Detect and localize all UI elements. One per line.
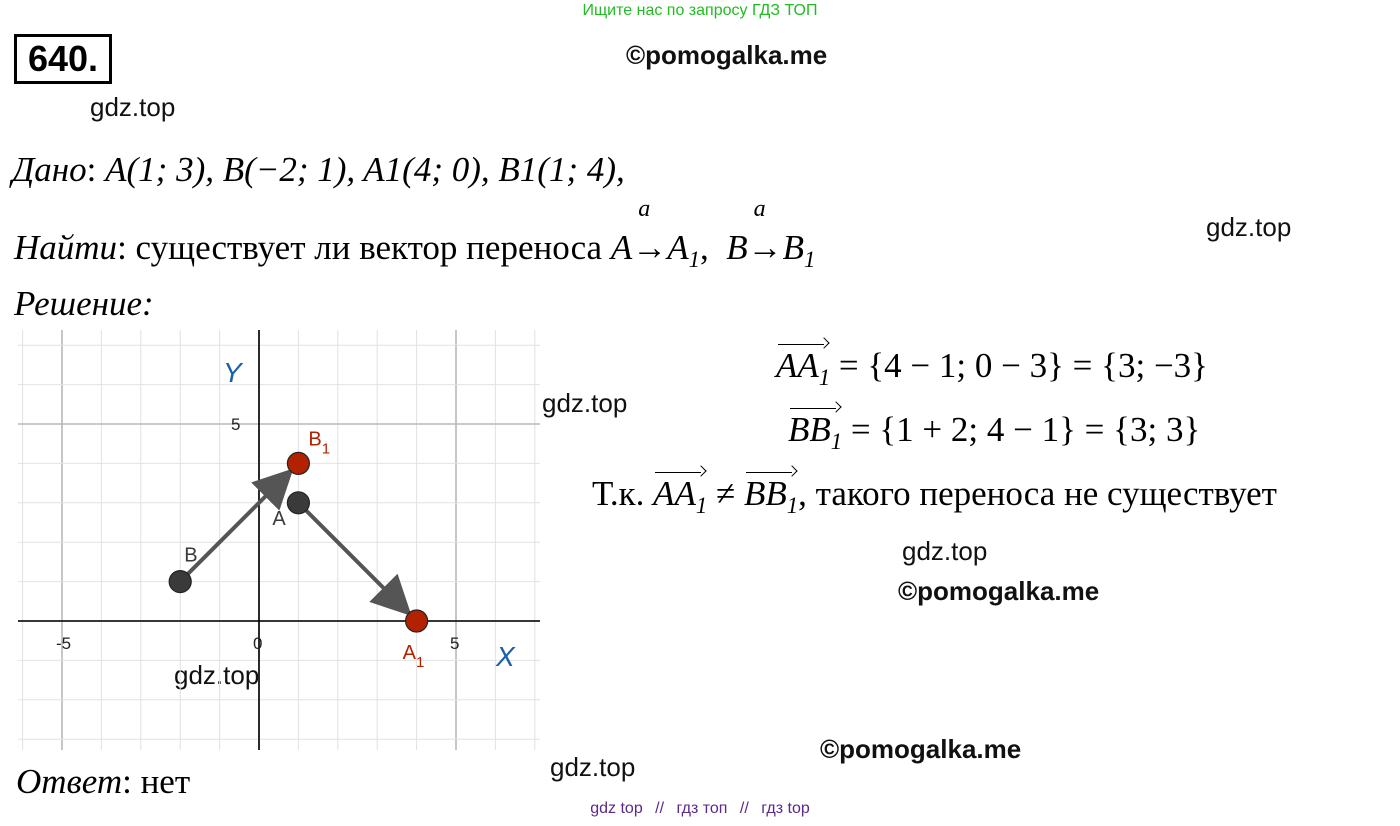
point-label-a1: $A_1$ — [402, 642, 425, 671]
point-a — [287, 492, 309, 514]
equation-aa1: $AA_1 = \{4 - 1$; 0 − 3} = {3; −3} — [776, 346, 1208, 390]
point-b1 — [287, 452, 309, 474]
footer-separator: // — [655, 800, 665, 817]
y-tick-label: 5 — [231, 415, 241, 434]
watermark-gdz: gdz.top — [902, 536, 988, 566]
point-label-b: B — [184, 544, 198, 567]
point-label-b1: $B_1$ — [308, 428, 331, 458]
point-label-a: A — [272, 507, 286, 530]
footer-separator: // — [739, 800, 749, 817]
find-label: Найти — [14, 228, 118, 267]
footer-links — [0, 800, 1400, 818]
x-axis-label: X — [496, 641, 515, 672]
point-a1 — [406, 610, 428, 632]
x-tick-label: -5 — [56, 634, 72, 653]
x-tick-label: 0 — [253, 634, 263, 653]
watermark-gdz: gdz.top — [90, 92, 176, 122]
footer-link[interactable]: гдз топ — [676, 800, 728, 817]
problem-number: 640. — [14, 34, 112, 84]
footer-link[interactable]: гдз top — [761, 800, 810, 817]
conclusion-line: Т.к. $AA_1 \ne BB_1$, такого переноса не существует — [592, 474, 1277, 518]
answer-line: Ответ: нет — [16, 762, 191, 801]
equation-bb1: $BB_1 = \{1 + 2$; 4 − 1} = {3; 3} — [788, 410, 1201, 454]
solution-label: Решение: — [14, 284, 154, 323]
point-b — [169, 571, 191, 593]
answer-text: нет — [140, 762, 191, 801]
watermark-pomogalka: ©pomogalka.me — [898, 576, 1100, 606]
vector-a-label: a⃗ — [638, 196, 669, 222]
watermark-pomogalka: ©pomogalka.me — [820, 734, 1022, 764]
watermark-gdz: gdz.top — [542, 388, 628, 418]
find-line: Найти: существует ли вектор переноса A a⃗ $\to A_1$, B a⃗ $\to B_1$ — [14, 196, 816, 272]
vector-a-label: a⃗ — [753, 196, 785, 222]
given-text: A(1; 3), B(−2; 1), A1(4; 0), B1(1; 4), — [105, 150, 625, 189]
watermark-gdz: gdz.top — [550, 752, 636, 782]
vector-arrow — [298, 503, 408, 613]
given-line: Дано: A(1; 3), B(−2; 1), A1(4; 0), B1(1; 4), — [12, 150, 625, 189]
watermark-pomogalka: ©pomogalka.me — [626, 40, 828, 70]
find-text: существует ли вектор переноса — [135, 228, 603, 267]
footer-link[interactable]: gdz top — [590, 800, 643, 817]
coordinate-graph — [18, 330, 540, 750]
given-label: Дано — [12, 150, 87, 189]
watermark-gdz: gdz.top — [174, 660, 260, 690]
y-axis-label: Y — [223, 357, 242, 388]
x-tick-label: 5 — [450, 634, 460, 653]
search-banner: Ищите нас по запросу ГДЗ ТОП — [582, 2, 818, 19]
watermark-gdz: gdz.top — [1206, 212, 1292, 242]
answer-label: Ответ — [16, 762, 123, 801]
